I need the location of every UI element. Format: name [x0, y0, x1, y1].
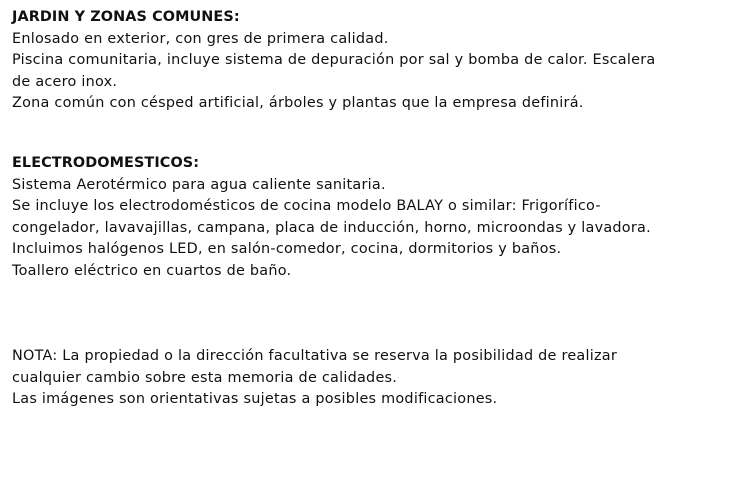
text-line: Zona común con césped artificial, árboles y plantas que la empresa definirá. — [12, 95, 584, 111]
section-nota — [12, 346, 617, 411]
section-heading-electrodomesticos: ELECTRODOMESTICOS: — [12, 155, 200, 171]
note-line: cualquier cambio sobre esta memoria de calidades. — [12, 369, 398, 386]
section-jardin-zonas-comunes — [12, 7, 655, 115]
text-line: Toallero eléctrico en cuartos de baño. — [12, 262, 292, 279]
section-electrodomesticos — [12, 153, 651, 282]
text-line: Incluimos halógenos LED, en salón-comedor, cocina, dormitorios y baños. — [12, 241, 562, 257]
text-line: Sistema Aerotérmico para agua caliente sanitaria. — [12, 176, 386, 193]
note-line: NOTA: La propiedad o la dirección facultativa se reserva la posibilidad de realizar — [12, 348, 618, 364]
text-line: Piscina comunitaria, incluye sistema de depuración por sal y bomba de calor. Escalera — [12, 52, 656, 68]
text-line: de acero inox. — [12, 73, 118, 90]
text-line: Enlosado en exterior, con gres de primera calidad. — [12, 30, 389, 47]
note-line: Las imágenes son orientativas sujetas a posibles modificaciones. — [12, 391, 498, 407]
section-heading-jardin: JARDIN Y ZONAS COMUNES: — [12, 9, 240, 25]
text-line: congelador, lavavajillas, campana, placa de inducción, horno, microondas y lavadora. — [12, 219, 651, 236]
text-line: Se incluye los electrodomésticos de cocina modelo BALAY o similar: Frigorífico- — [12, 198, 601, 214]
